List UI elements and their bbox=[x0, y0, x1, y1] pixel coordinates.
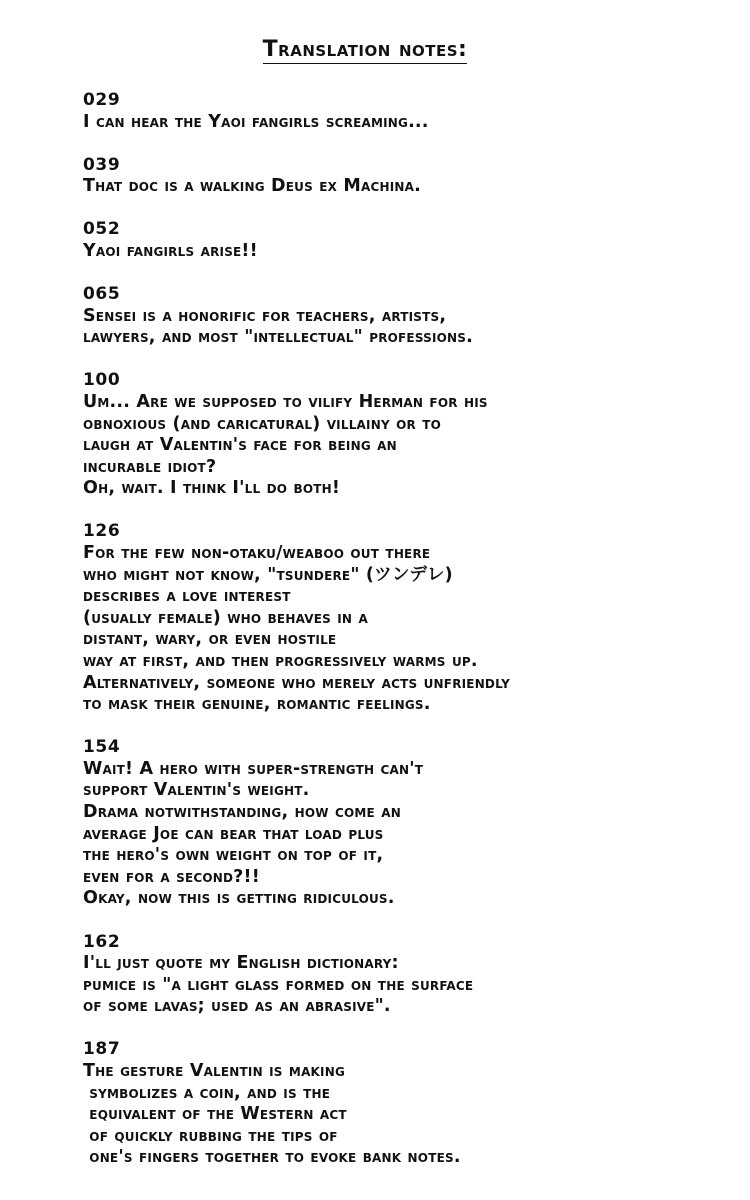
note-text-line: Drama notwithstanding, how come an bbox=[83, 802, 401, 823]
note-item bbox=[83, 155, 723, 198]
note-text-line: one's fingers together to evoke bank notes. bbox=[83, 1147, 461, 1168]
note-text-line: of quickly rubbing the tips of bbox=[83, 1125, 338, 1146]
note-text-line: symbolizes a coin, and is the bbox=[83, 1082, 331, 1103]
note-text-line: I'll just quote my English dictionary: bbox=[83, 953, 399, 974]
page-title bbox=[0, 37, 730, 62]
note-text-line: obnoxious (and caricatural) villainy or to bbox=[83, 413, 442, 434]
note-text-line: Oh, wait. I think I'll do both! bbox=[83, 478, 341, 499]
note-text-line: distant, wary, or even hostile bbox=[83, 629, 337, 650]
note-text-line: equivalent of the Western act bbox=[83, 1104, 347, 1125]
note-text-line: (usually female) who behaves in a bbox=[83, 607, 368, 628]
note-text-line: pumice is "a light glass formed on the surface bbox=[83, 974, 474, 995]
note-text-line: support Valentin's weight. bbox=[83, 780, 310, 801]
note-text-line: lawyers, and most "intellectual" professions. bbox=[83, 327, 473, 348]
note-item bbox=[83, 521, 723, 715]
note-text-line: to mask their genuine, romantic feelings. bbox=[83, 694, 431, 715]
note-item bbox=[83, 737, 723, 910]
note-text-line: Okay, now this is getting ridiculous. bbox=[83, 888, 395, 909]
note-text-line: That doc is a walking Deus ex Machina. bbox=[83, 176, 421, 197]
note-text-line: incurable idiot? bbox=[83, 456, 217, 477]
note-page-number: 029 bbox=[83, 90, 121, 110]
note-item bbox=[83, 90, 723, 133]
note-text-line: Wait! A hero with super-strength can't bbox=[83, 758, 424, 779]
note-text-line: Um... Are we supposed to vilify Herman for his bbox=[83, 391, 488, 412]
page-title-text: Translation notes: bbox=[262, 37, 468, 62]
note-item bbox=[83, 1039, 723, 1169]
note-text-line: For the few non-otaku/weaboo out there bbox=[83, 543, 431, 563]
note-text-line: the hero's own weight on top of it, bbox=[83, 845, 384, 866]
note-text-line: laugh at Valentin's face for being an bbox=[83, 435, 397, 456]
note-item bbox=[83, 219, 723, 262]
note-text-line: The gesture Valentin is making bbox=[83, 1060, 346, 1081]
note-text-line: of some lavas; used as an abrasive". bbox=[83, 996, 391, 1017]
note-page-number: 052 bbox=[83, 219, 121, 240]
note-text-line: describes a love interest bbox=[83, 586, 291, 607]
note-text-line: Sensei is a honorific for teachers, artists, bbox=[83, 305, 447, 326]
note-text-line: average Joe can bear that load plus bbox=[83, 823, 384, 844]
note-page-number: 039 bbox=[83, 154, 121, 175]
note-page-number: 100 bbox=[83, 370, 121, 391]
note-text-line: Yaoi fangirls arise!! bbox=[83, 240, 258, 261]
notes-list bbox=[83, 90, 723, 1190]
note-page-number: 126 bbox=[83, 521, 121, 542]
note-item bbox=[83, 932, 723, 1018]
note-page-number: 154 bbox=[83, 737, 121, 758]
note-text-line: Alternatively, someone who merely acts unfriendly bbox=[83, 672, 510, 693]
note-text-line: even for a second?!! bbox=[83, 866, 260, 887]
note-item bbox=[83, 284, 723, 349]
note-text-line: I can hear the Yaoi fangirls screaming... bbox=[83, 111, 429, 132]
note-page-number: 187 bbox=[83, 1039, 121, 1060]
note-text-line: who might not know, "tsundere" (ツンデレ) bbox=[83, 564, 453, 585]
note-item bbox=[83, 370, 723, 500]
note-text-line: way at first, and then progressively warms up. bbox=[83, 650, 478, 671]
note-page-number: 162 bbox=[83, 931, 121, 952]
note-page-number: 065 bbox=[83, 284, 121, 305]
